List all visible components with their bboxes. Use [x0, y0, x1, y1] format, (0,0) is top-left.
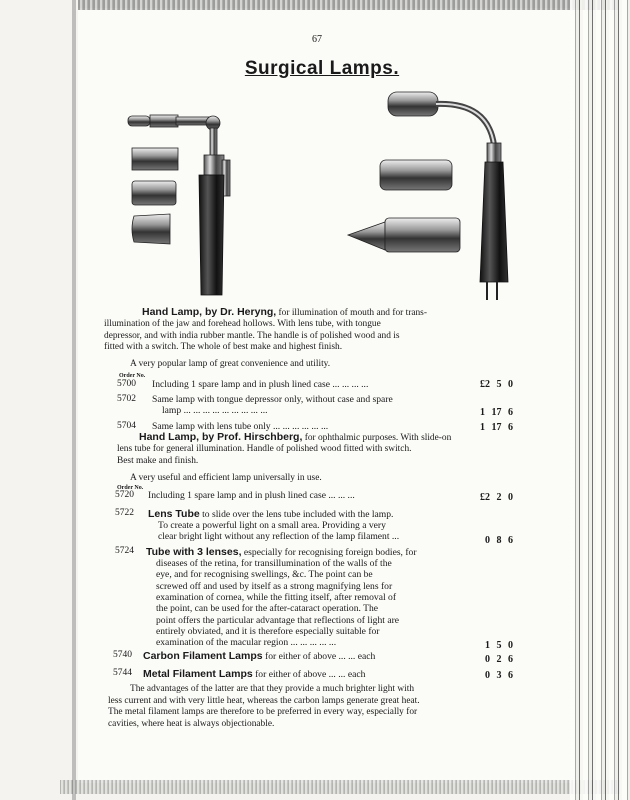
- item-price: 1 5 0: [485, 640, 513, 651]
- tube-lenses-heading: Tube with 3 lenses,: [146, 546, 242, 558]
- order-no-label: Order No.: [117, 485, 144, 491]
- item-code: 5702: [117, 394, 136, 404]
- tube-lenses-line-1: [146, 546, 417, 558]
- tube-lenses-line-9: examination of the macular region ... ... ... ... ...: [156, 637, 337, 648]
- item-price: £2 5 0: [480, 379, 513, 390]
- hirschberg-line-2: lens tube for general illumination. Handle of polished wood fitted with switch.: [117, 444, 412, 455]
- heryng-description: [104, 307, 514, 353]
- lens-tube-heading: Lens Tube: [148, 508, 200, 520]
- hirschberg-note: A very useful and efficient lamp universally in use.: [130, 473, 322, 483]
- footer-paragraph: [108, 684, 508, 730]
- item-price: 0 3 6: [485, 670, 513, 681]
- heryng-note: A very popular lamp of great convenience and utility.: [130, 359, 331, 369]
- item-description-cont: lamp ... ... ... ... ... ... ... ... ...: [162, 405, 268, 416]
- item-price: 1 17 6: [480, 422, 513, 433]
- carbon-lamps-line: [143, 650, 375, 662]
- metal-lamps-text: for either of above ... ... each: [255, 669, 366, 680]
- item-description: Same lamp with tongue depressor only, without case and spare: [152, 394, 393, 405]
- item-code: 5744: [113, 668, 132, 678]
- heryng-line-2: illumination of the jaw and forehead hollows. With lens tube, with tongue: [104, 319, 381, 330]
- item-price: 1 17 6: [480, 407, 513, 418]
- hirschberg-lamp-illustration: [348, 92, 508, 300]
- item-description: Same lamp with lens tube only ... ... ... ... ... ...: [152, 421, 329, 432]
- footer-line-3: The metal filament lamps are therefore to be preferred in every way, especially for: [108, 707, 418, 718]
- hirschberg-line-3: Best make and finish.: [117, 455, 199, 466]
- tube-lenses-line-4: screwed off and used by itself as a strong magnifying lens for: [156, 581, 393, 592]
- lens-tube-line-1: [148, 508, 393, 520]
- tube-lenses-line-7: point offers the particular advantage that reflections of light are: [156, 615, 400, 626]
- lens-tube-text: to slide over the lens tube included with the lamp.: [202, 509, 394, 520]
- item-price: 0 2 6: [485, 654, 513, 665]
- item-description: Including 1 spare lamp and in plush lined case ... ... ...: [148, 490, 355, 501]
- heryng-lamp-illustration: [128, 115, 230, 295]
- heryng-heading: Hand Lamp, by Dr. Heryng,: [142, 306, 277, 318]
- heryng-line-1: for illumination of mouth and for trans-: [278, 308, 427, 318]
- item-code: 5722: [115, 508, 134, 518]
- tube-lenses-text: especially for recognising foreign bodies, for: [243, 547, 417, 558]
- item-code: 5740: [113, 650, 132, 660]
- item-description: Including 1 spare lamp and in plush lined case ... ... ... ...: [152, 379, 369, 390]
- metal-lamps-line: [143, 668, 365, 680]
- metal-lamps-heading: Metal Filament Lamps: [143, 668, 253, 680]
- tube-lenses-line-8: entirely obviated, and it is therefore especially suitable for: [156, 626, 380, 637]
- tube-lenses-line-2: diseases of the retina, for transillumination of the walls of the: [156, 558, 392, 569]
- page-title: Surgical Lamps.: [244, 58, 400, 79]
- footer-line-4: cavities, where heat is always objectionable.: [108, 718, 275, 729]
- hirschberg-line-1: for ophthalmic purposes. With slide-on: [304, 433, 452, 443]
- tube-lenses-line-5: examination of cornea, while the fitting itself, after removal of: [156, 592, 397, 603]
- heryng-line-4: fitted with a switch. The whole of best make and highest finish.: [104, 341, 343, 352]
- item-price: £2 2 0: [480, 492, 513, 503]
- lens-tube-line-3: clear bright light without any reflection of the lamp filament ...: [158, 531, 400, 542]
- item-price: 0 8 6: [485, 535, 513, 546]
- item-code: 5720: [115, 490, 134, 500]
- item-code: 5700: [117, 379, 136, 389]
- footer-line-1: The advantages of the latter are that they provide a much brighter light with: [130, 684, 415, 694]
- lens-tube-line-2: To create a powerful light on a small area. Providing a very: [158, 520, 386, 531]
- carbon-lamps-heading: Carbon Filament Lamps: [143, 650, 263, 662]
- footer-line-2: less current and with very little heat, whereas the carbon lamps generate great heat.: [108, 695, 420, 706]
- tube-lenses-line-3: eye, and for recognising swellings, &c. The point can be: [156, 569, 373, 580]
- hirschberg-heading: Hand Lamp, by Prof. Hirschberg,: [139, 431, 303, 443]
- item-code: 5724: [115, 546, 134, 556]
- tube-lenses-line-6: the point, can be used for the after-cataract operation. The: [156, 603, 379, 614]
- item-code: 5704: [117, 421, 136, 431]
- heryng-line-3: depressor, and with india rubber mantle. The handle is of polished wood and is: [104, 330, 400, 341]
- page-number: 67: [312, 34, 322, 45]
- hirschberg-description: [117, 432, 514, 467]
- carbon-lamps-text: for either of above ... ... each: [265, 651, 376, 662]
- order-no-label: Order No.: [119, 373, 146, 379]
